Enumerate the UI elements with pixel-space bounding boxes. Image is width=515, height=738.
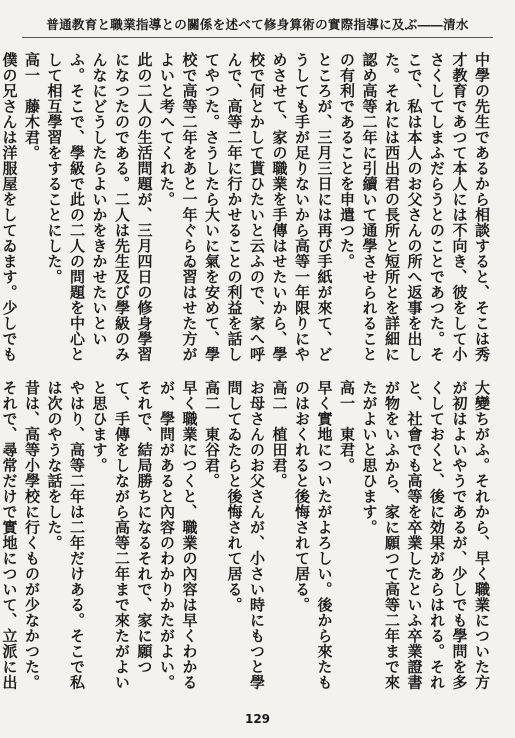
paragraph: 僕の兄さんは洋服屋をしてゐます。少しでも — [0, 52, 19, 362]
paragraph: やはり、高等二年は二年だけある。そこで私は次のやうな話をした。 — [45, 380, 86, 690]
paragraph: 昔は、高等小學校に行くものが少なかつた。それで、尋常だけで實地について、立派に出 — [0, 380, 41, 690]
paragraph: 早く實地についたがよろしい。後から來たものはおくれると後悔されて居る。 — [293, 380, 334, 690]
paragraph: 此の二人の生活問題が、三月四日の修身學習になつたのである。二人は先生及び學級のみんなにどうしたらよいかをきかせたいといふ。そこで、學級で此の二人の問題を中心として相互學習をすることにした。 — [45, 52, 154, 362]
speaker-label: 高一 藤木君。 — [23, 52, 41, 161]
lower-text-block — [0, 380, 493, 702]
paragraph: お母さんのお父さんが、小さい時にもつと學問してゐたらと後悔されて居る。 — [225, 380, 266, 690]
speaker-label: 高二 植田君。 — [270, 380, 289, 489]
speaker-label: 高一 東君。 — [338, 380, 356, 473]
paragraph: 早く職業につくと、職業の內容は早くわかるが、學問があると內容のわかりかたがよい。それで、結局勝ちになるそれで、家に願つて、手傳をしながら高等二年まで來たがよいと思ひます。 — [90, 380, 199, 690]
page-number: 129 — [244, 712, 271, 726]
header-title: 普通教育と職業指導との關係を述べて修身算術の實際指導に及ぶ――清水 — [46, 17, 469, 32]
upper-text-block — [0, 52, 493, 364]
paragraph: ところが、三月三日には再び手紙が來て、どうしても手が足りないから高等一年限りにやめさせて、家の職業を手傳はせたいから、學校で何とかして貰ひたいと云ふので、家へ呼んで、高等二年に行かせることの利益を話してやつた。さうしたら大いに氣を安めて、學校で高等二年をあと一年ぐらゐ習はせた方がよいと考へてくれた。 — [158, 52, 334, 362]
paragraph: 大變ちがふ。それから、早く職業についた方が初はよいやうであるが、少しでも學問を多くしておくと、後に効果があらはれる。それと、社會でも高等を卒業したといふ卒業證書が物をいふから、家に願つて高等二年まで來たがよいと思ひます。 — [360, 380, 491, 690]
speaker-label: 高二 東谷君。 — [203, 380, 221, 489]
running-header — [22, 10, 493, 38]
paragraph: 中學の先生であるから相談すると、そこは秀才教育であつて本人には不向き、彼をして小さくしてしまふだらうとのことであつた。そこで、私は本人のお父さんの所へ返事を出した。それには西出君の長所と短所とを詳細に認め高等二年に引續いて通學させられることの有利であることを申遣つた。 — [338, 52, 491, 362]
